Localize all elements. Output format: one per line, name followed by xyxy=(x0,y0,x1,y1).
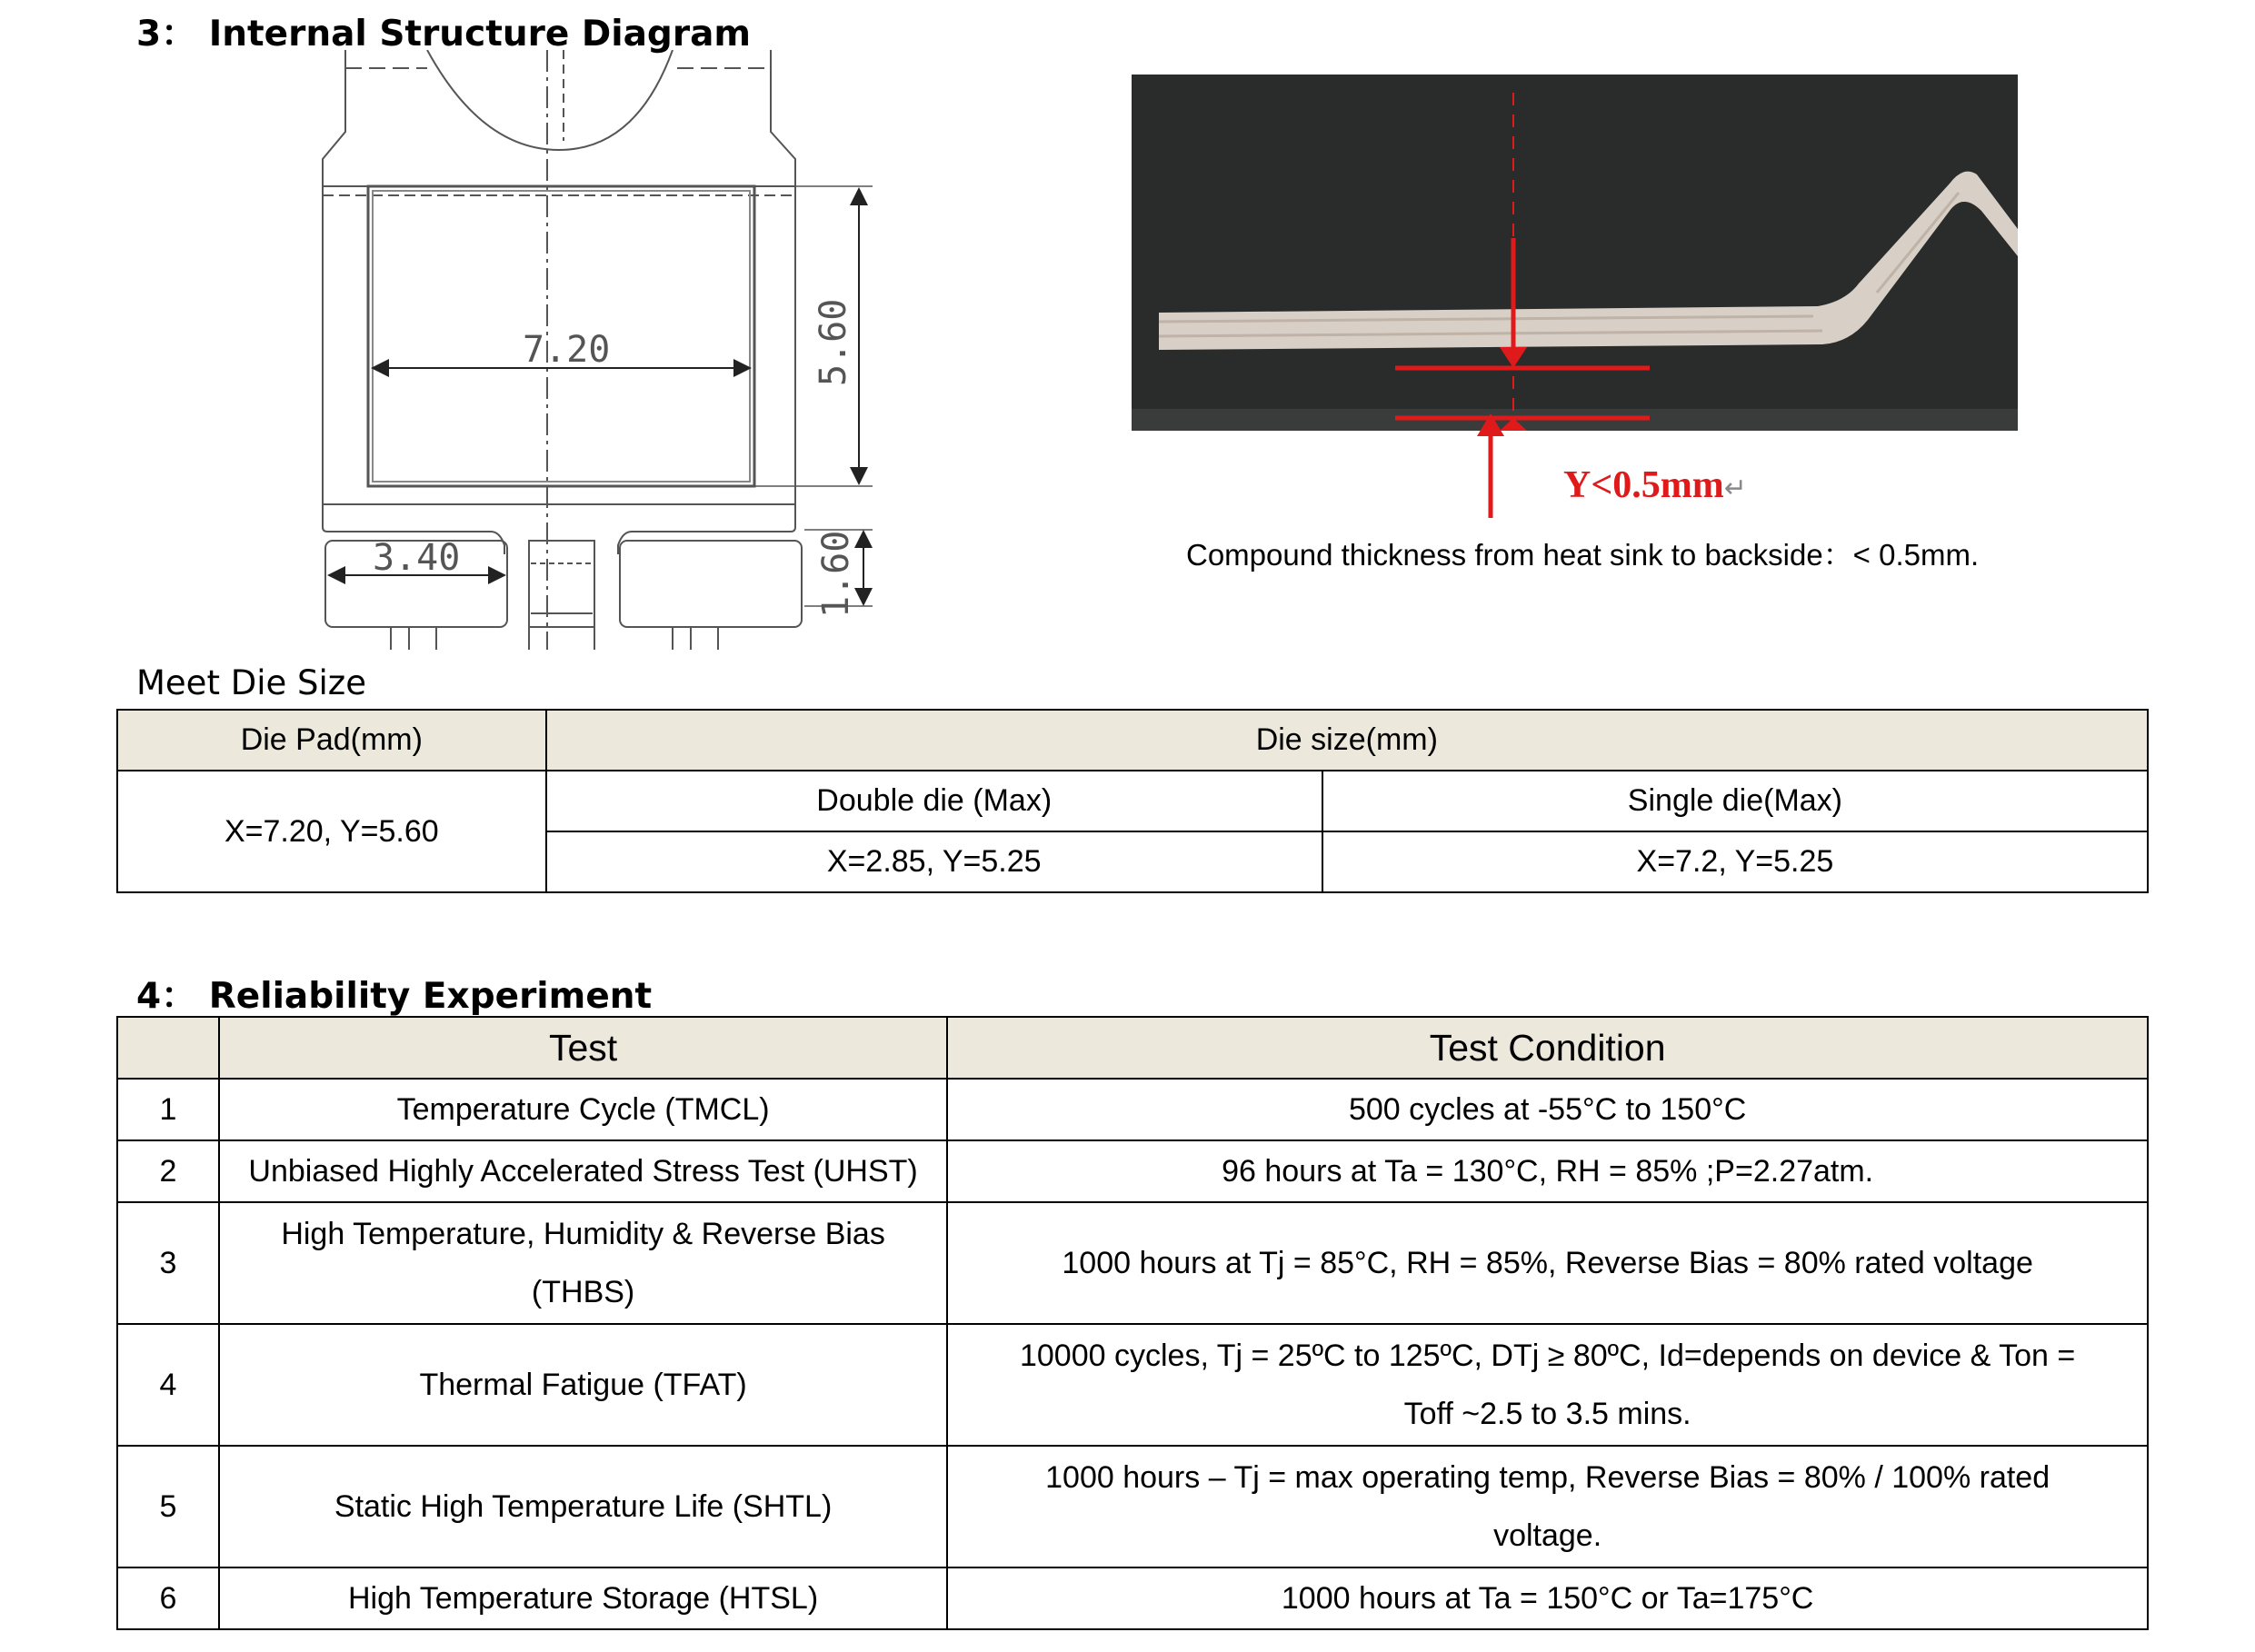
cross-section-photo xyxy=(1132,75,2018,431)
double-die-value: X=2.85, Y=5.25 xyxy=(546,831,1322,892)
header-condition: Test Condition xyxy=(947,1017,2148,1079)
header-number xyxy=(117,1017,219,1079)
row-test: Static High Temperature Life (SHTL) xyxy=(219,1446,947,1567)
table-row xyxy=(117,1140,2148,1202)
dim-width-text: 7.20 xyxy=(523,329,611,371)
compound-thickness-caption: Compound thickness from heat sink to backside：< 0.5mm. xyxy=(1186,538,1980,572)
table-row xyxy=(117,1446,2148,1567)
meet-die-size-label: Meet Die Size xyxy=(136,663,366,702)
table-row xyxy=(117,1079,2148,1140)
row-condition: 1000 hours at Tj = 85°C, RH = 85%, Reverse Bias = 80% rated voltage xyxy=(947,1202,2148,1324)
thickness-label: Y<0.5mm↵ xyxy=(1563,464,1747,506)
die-size-table xyxy=(116,709,2149,893)
table-row xyxy=(117,1567,2148,1629)
row-condition: 500 cycles at -55°C to 150°C xyxy=(947,1079,2148,1140)
single-die-label: Single die(Max) xyxy=(1322,771,2148,831)
row-number: 5 xyxy=(117,1446,219,1567)
dim-height-text: 5.60 xyxy=(813,298,854,386)
row-number: 6 xyxy=(117,1567,219,1629)
die-pad-value: X=7.20, Y=5.60 xyxy=(117,771,546,892)
header-die-size: Die size(mm) xyxy=(546,710,2148,771)
row-condition: 96 hours at Ta = 130°C, RH = 85% ;P=2.27atm. xyxy=(947,1140,2148,1202)
internal-structure-diagram xyxy=(309,50,891,650)
row-test: High Temperature, Humidity & Reverse Bias (THBS) xyxy=(219,1202,947,1324)
row-number: 3 xyxy=(117,1202,219,1324)
table-row xyxy=(117,1202,2148,1324)
thickness-arrow xyxy=(1472,409,1509,518)
row-test: High Temperature Storage (HTSL) xyxy=(219,1567,947,1629)
section3-heading: 3： Internal Structure Diagram xyxy=(136,14,752,55)
row-test: Temperature Cycle (TMCL) xyxy=(219,1079,947,1140)
double-die-label: Double die (Max) xyxy=(546,771,1322,831)
dim-lead-height-text: 1.60 xyxy=(815,530,857,618)
header-test: Test xyxy=(219,1017,947,1079)
row-number: 1 xyxy=(117,1079,219,1140)
reliability-table xyxy=(116,1016,2149,1630)
row-number: 4 xyxy=(117,1324,219,1446)
return-mark-icon: ↵ xyxy=(1723,473,1747,503)
row-test: Unbiased Highly Accelerated Stress Test (UHST) xyxy=(219,1140,947,1202)
row-number: 2 xyxy=(117,1140,219,1202)
row-condition: 1000 hours at Ta = 150°C or Ta=175°C xyxy=(947,1567,2148,1629)
row-condition: 10000 cycles, Tj = 25ºC to 125ºC, DTj ≥ 80ºC, Id=depends on device & Ton = Toff ~2.5 to 3.5 mins. xyxy=(947,1324,2148,1446)
section4-heading: 4： Reliability Experiment xyxy=(136,976,653,1017)
single-die-value: X=7.2, Y=5.25 xyxy=(1322,831,2148,892)
row-condition: 1000 hours – Tj = max operating temp, Reverse Bias = 80% / 100% rated voltage. xyxy=(947,1446,2148,1567)
row-test: Thermal Fatigue (TFAT) xyxy=(219,1324,947,1446)
dim-lead-width-text: 3.40 xyxy=(373,537,461,579)
header-die-pad: Die Pad(mm) xyxy=(117,710,546,771)
table-row xyxy=(117,1324,2148,1446)
